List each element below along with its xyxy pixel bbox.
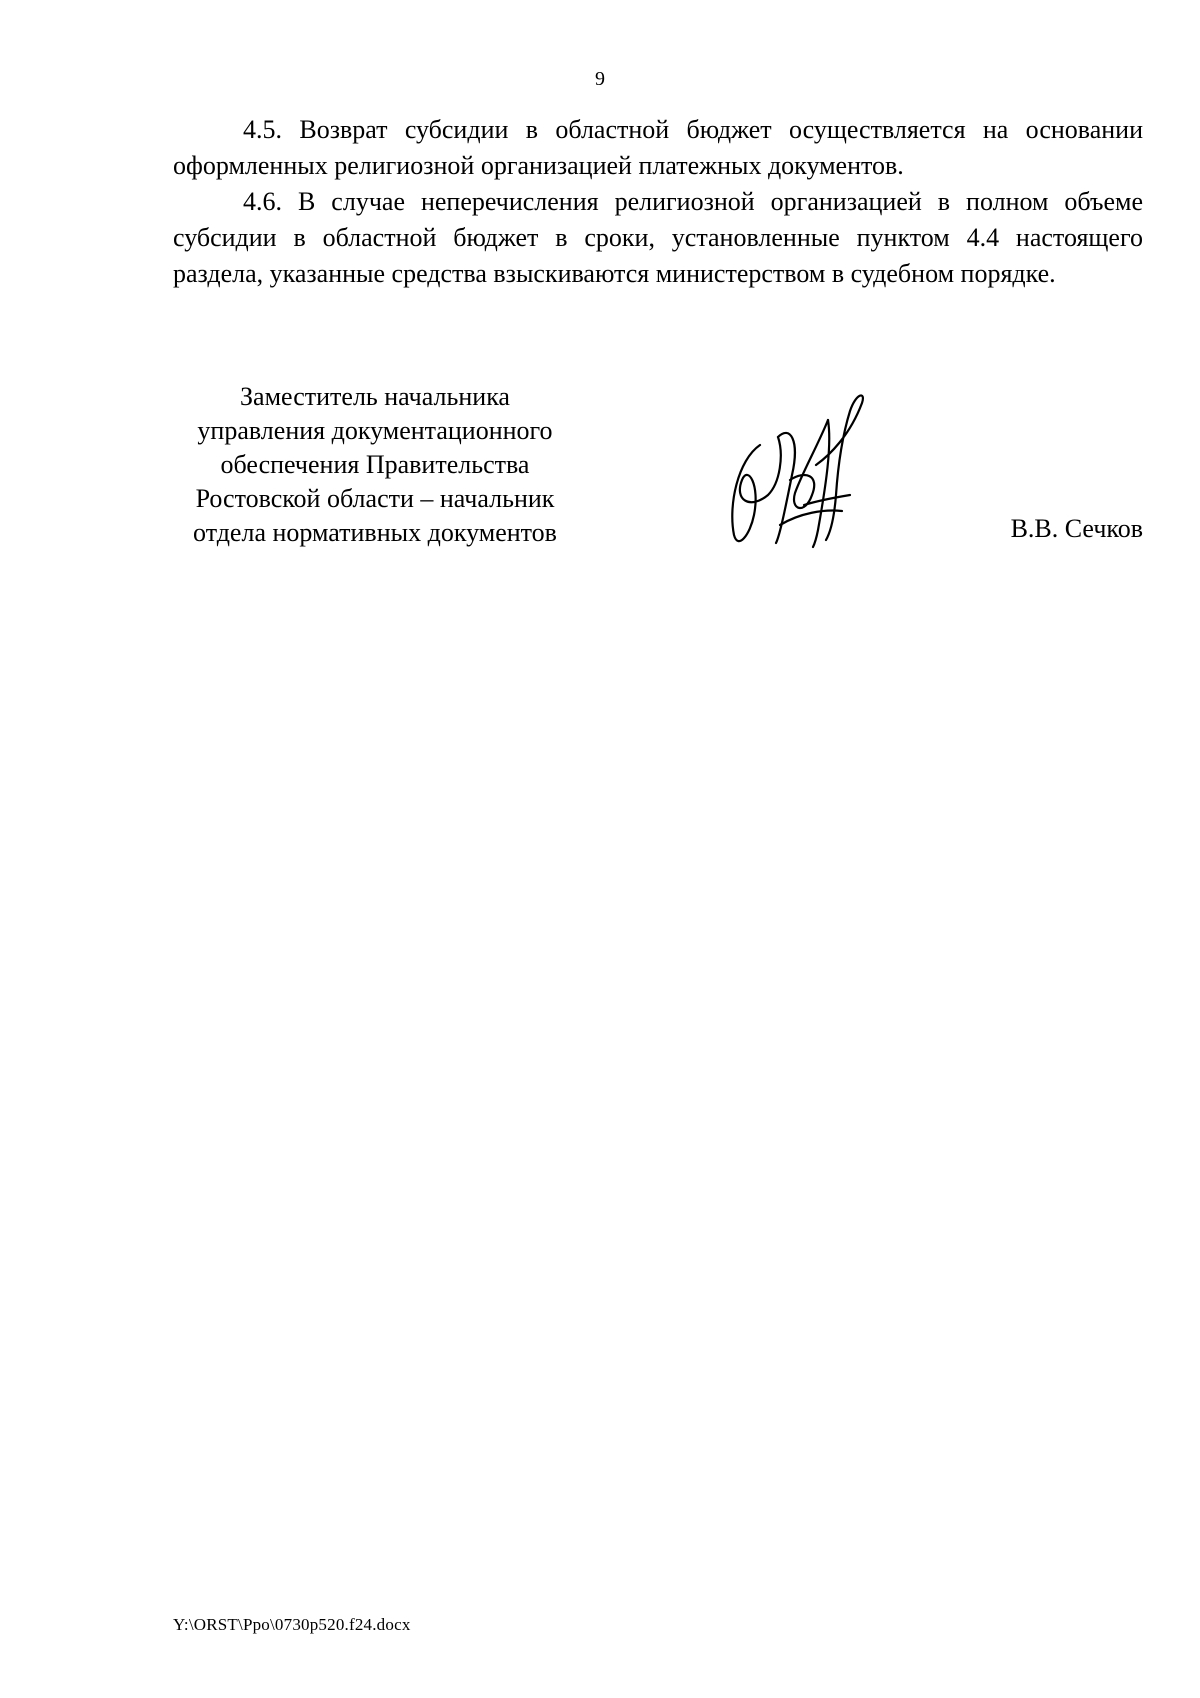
signatory-position: [170, 380, 580, 550]
paragraph-4-6: 4.6. В случае неперечисления религиозной организацией в полном объеме субсидии в областной бюджет в сроки, установленные пунктом 4.4 настоящего раздела, указанные средства взыскиваются министерством в судебном порядке.: [173, 187, 1143, 288]
handwritten-signature: [720, 385, 870, 550]
position-line: Заместитель начальника: [240, 382, 510, 411]
position-line: Ростовской области – начальник: [195, 484, 555, 513]
paragraph-4-5: 4.5. Возврат субсидии в областной бюджет осуществляется на основании оформленных религиозной организацией платежных документов.: [173, 115, 1143, 180]
page-number: 9: [595, 68, 605, 90]
position-line: управления документационного: [197, 416, 553, 445]
position-line: обеспечения Правительства: [220, 450, 530, 479]
body-text: [173, 112, 1143, 292]
file-path: Y:\ORST\Ppo\0730p520.f24.docx: [173, 1615, 411, 1634]
signer-name: В.В. Сечков: [1010, 514, 1143, 543]
position-line: отдела нормативных документов: [193, 518, 557, 547]
